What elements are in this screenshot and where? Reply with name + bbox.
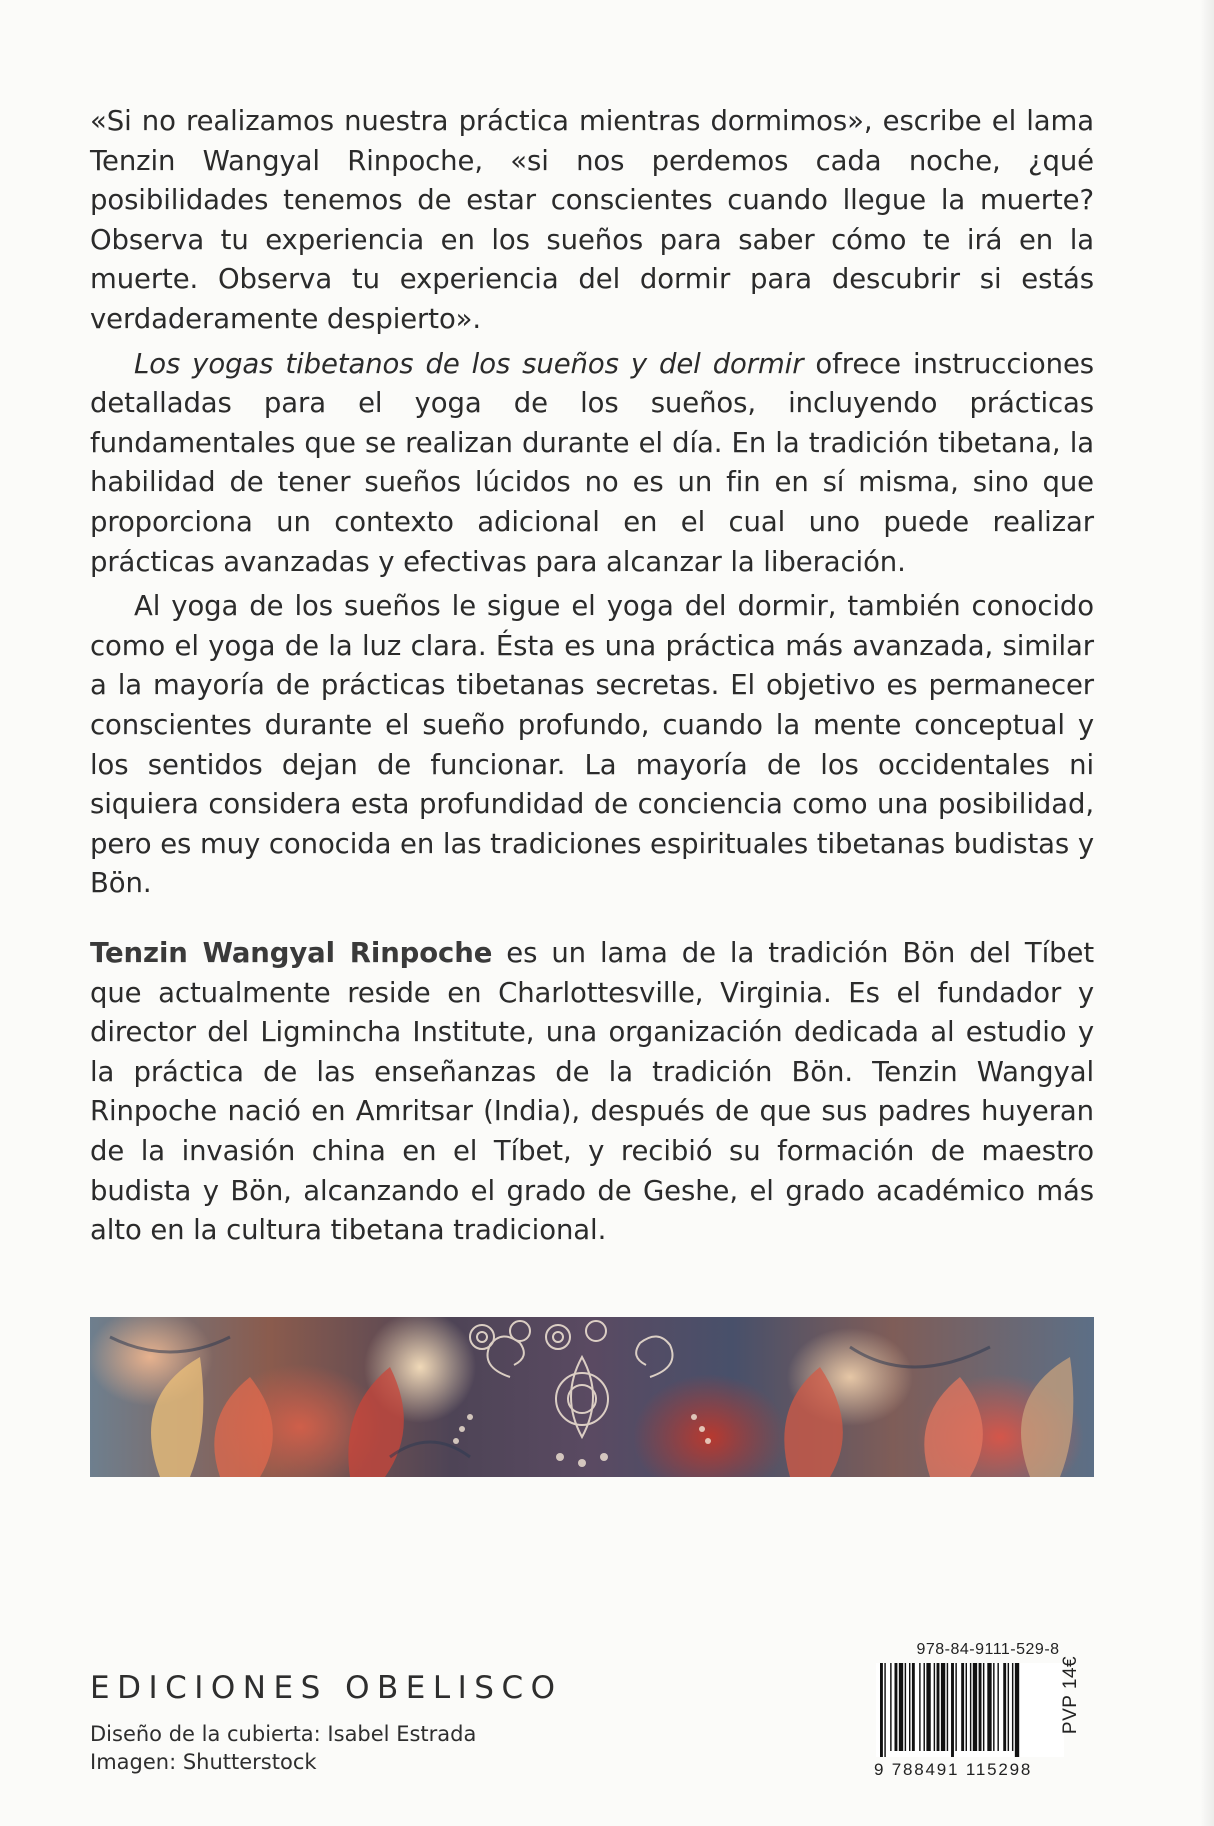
decorative-mandala-banner	[90, 1317, 1094, 1477]
synopsis-paragraph-2	[90, 345, 1094, 583]
price-label: PVP 14€	[1060, 1655, 1081, 1735]
credits	[90, 1720, 476, 1776]
isbn-number: 978-84-9111-529-8	[916, 1641, 1060, 1658]
synopsis-paragraph-3: Al yoga de los sueños le sigue el yoga del dormir, también conocido como el yoga de la luz clara. Ésta es una práctica más avanzada, similar a la mayoría de prácticas tibetanas secretas. El objetivo es permanecer conscientes durante el sueño profundo, cuando la mente conceptual y los sentidos dejan de funcionar. La mayoría de los occidentales ni siquiera considera esta profundidad de conciencia como una posibilidad, pero es muy conocida en las tradiciones espirituales tibetanas budistas y Bön.	[90, 590, 1094, 900]
mandala-pattern-icon	[90, 1317, 1094, 1477]
author-name: Tenzin Wangyal Rinpoche	[90, 937, 493, 969]
author-bio-paragraph	[90, 934, 1094, 1251]
image-credit: Imagen: Shutterstock	[90, 1750, 317, 1774]
barcode-icon	[876, 1663, 1064, 1757]
barcode-digits: 9 788491 115298	[874, 1760, 1033, 1779]
cover-design-credit: Diseño de la cubierta: Isabel Estrada	[90, 1722, 477, 1746]
synopsis-paragraph-2-rest: ofrece instrucciones detalladas para el yoga de los sueños, incluyendo prácticas fundamentales que se realizan durante el día. En la tradición tibetana, la habilidad de tener sueños lúcidos no es un fin en sí misma, sino que proporciona un contexto adicional en el cual uno puede realizar prácticas avanzadas y efectivas para alcanzar la liberación.	[90, 347, 1094, 578]
publisher-name: EDICIONES OBELISCO	[90, 1670, 563, 1706]
page-edge-shadow	[1200, 0, 1214, 1826]
synopsis-paragraph-1: «Si no realizamos nuestra práctica mientras dormimos», escribe el lama Tenzin Wangyal Rinpoche, «si nos perdemos cada noche, ¿qué posibilidades tenemos de estar conscientes cuando llegue la muerte? Observa tu experiencia en los sueños para saber cómo te irá en la muerte. Observa tu experiencia del dormir para descubrir si estás verdaderamente despierto».	[90, 105, 1094, 335]
synopsis-text	[90, 102, 1094, 904]
book-title-italic: Los yogas tibetanos de los sueños y del dormir	[134, 347, 804, 380]
author-bio	[90, 934, 1094, 1251]
author-bio-text: es un lama de la tradición Bön del Tíbet que actualmente reside en Charlottesville, Virginia. Es el fundador y director del Ligmincha Institute, una organización dedicada al estudio y la práctica de las enseñanzas de la tradición Bön. Tenzin Wangyal Rinpoche nació en Amritsar (India), después de que sus padres huyeran de la invasión china en el Tíbet, y recibió su formación de maestro budista y Bön, alcanzando el grado de Geshe, el grado académico más alto en la cultura tibetana tradicional.	[90, 937, 1095, 1247]
